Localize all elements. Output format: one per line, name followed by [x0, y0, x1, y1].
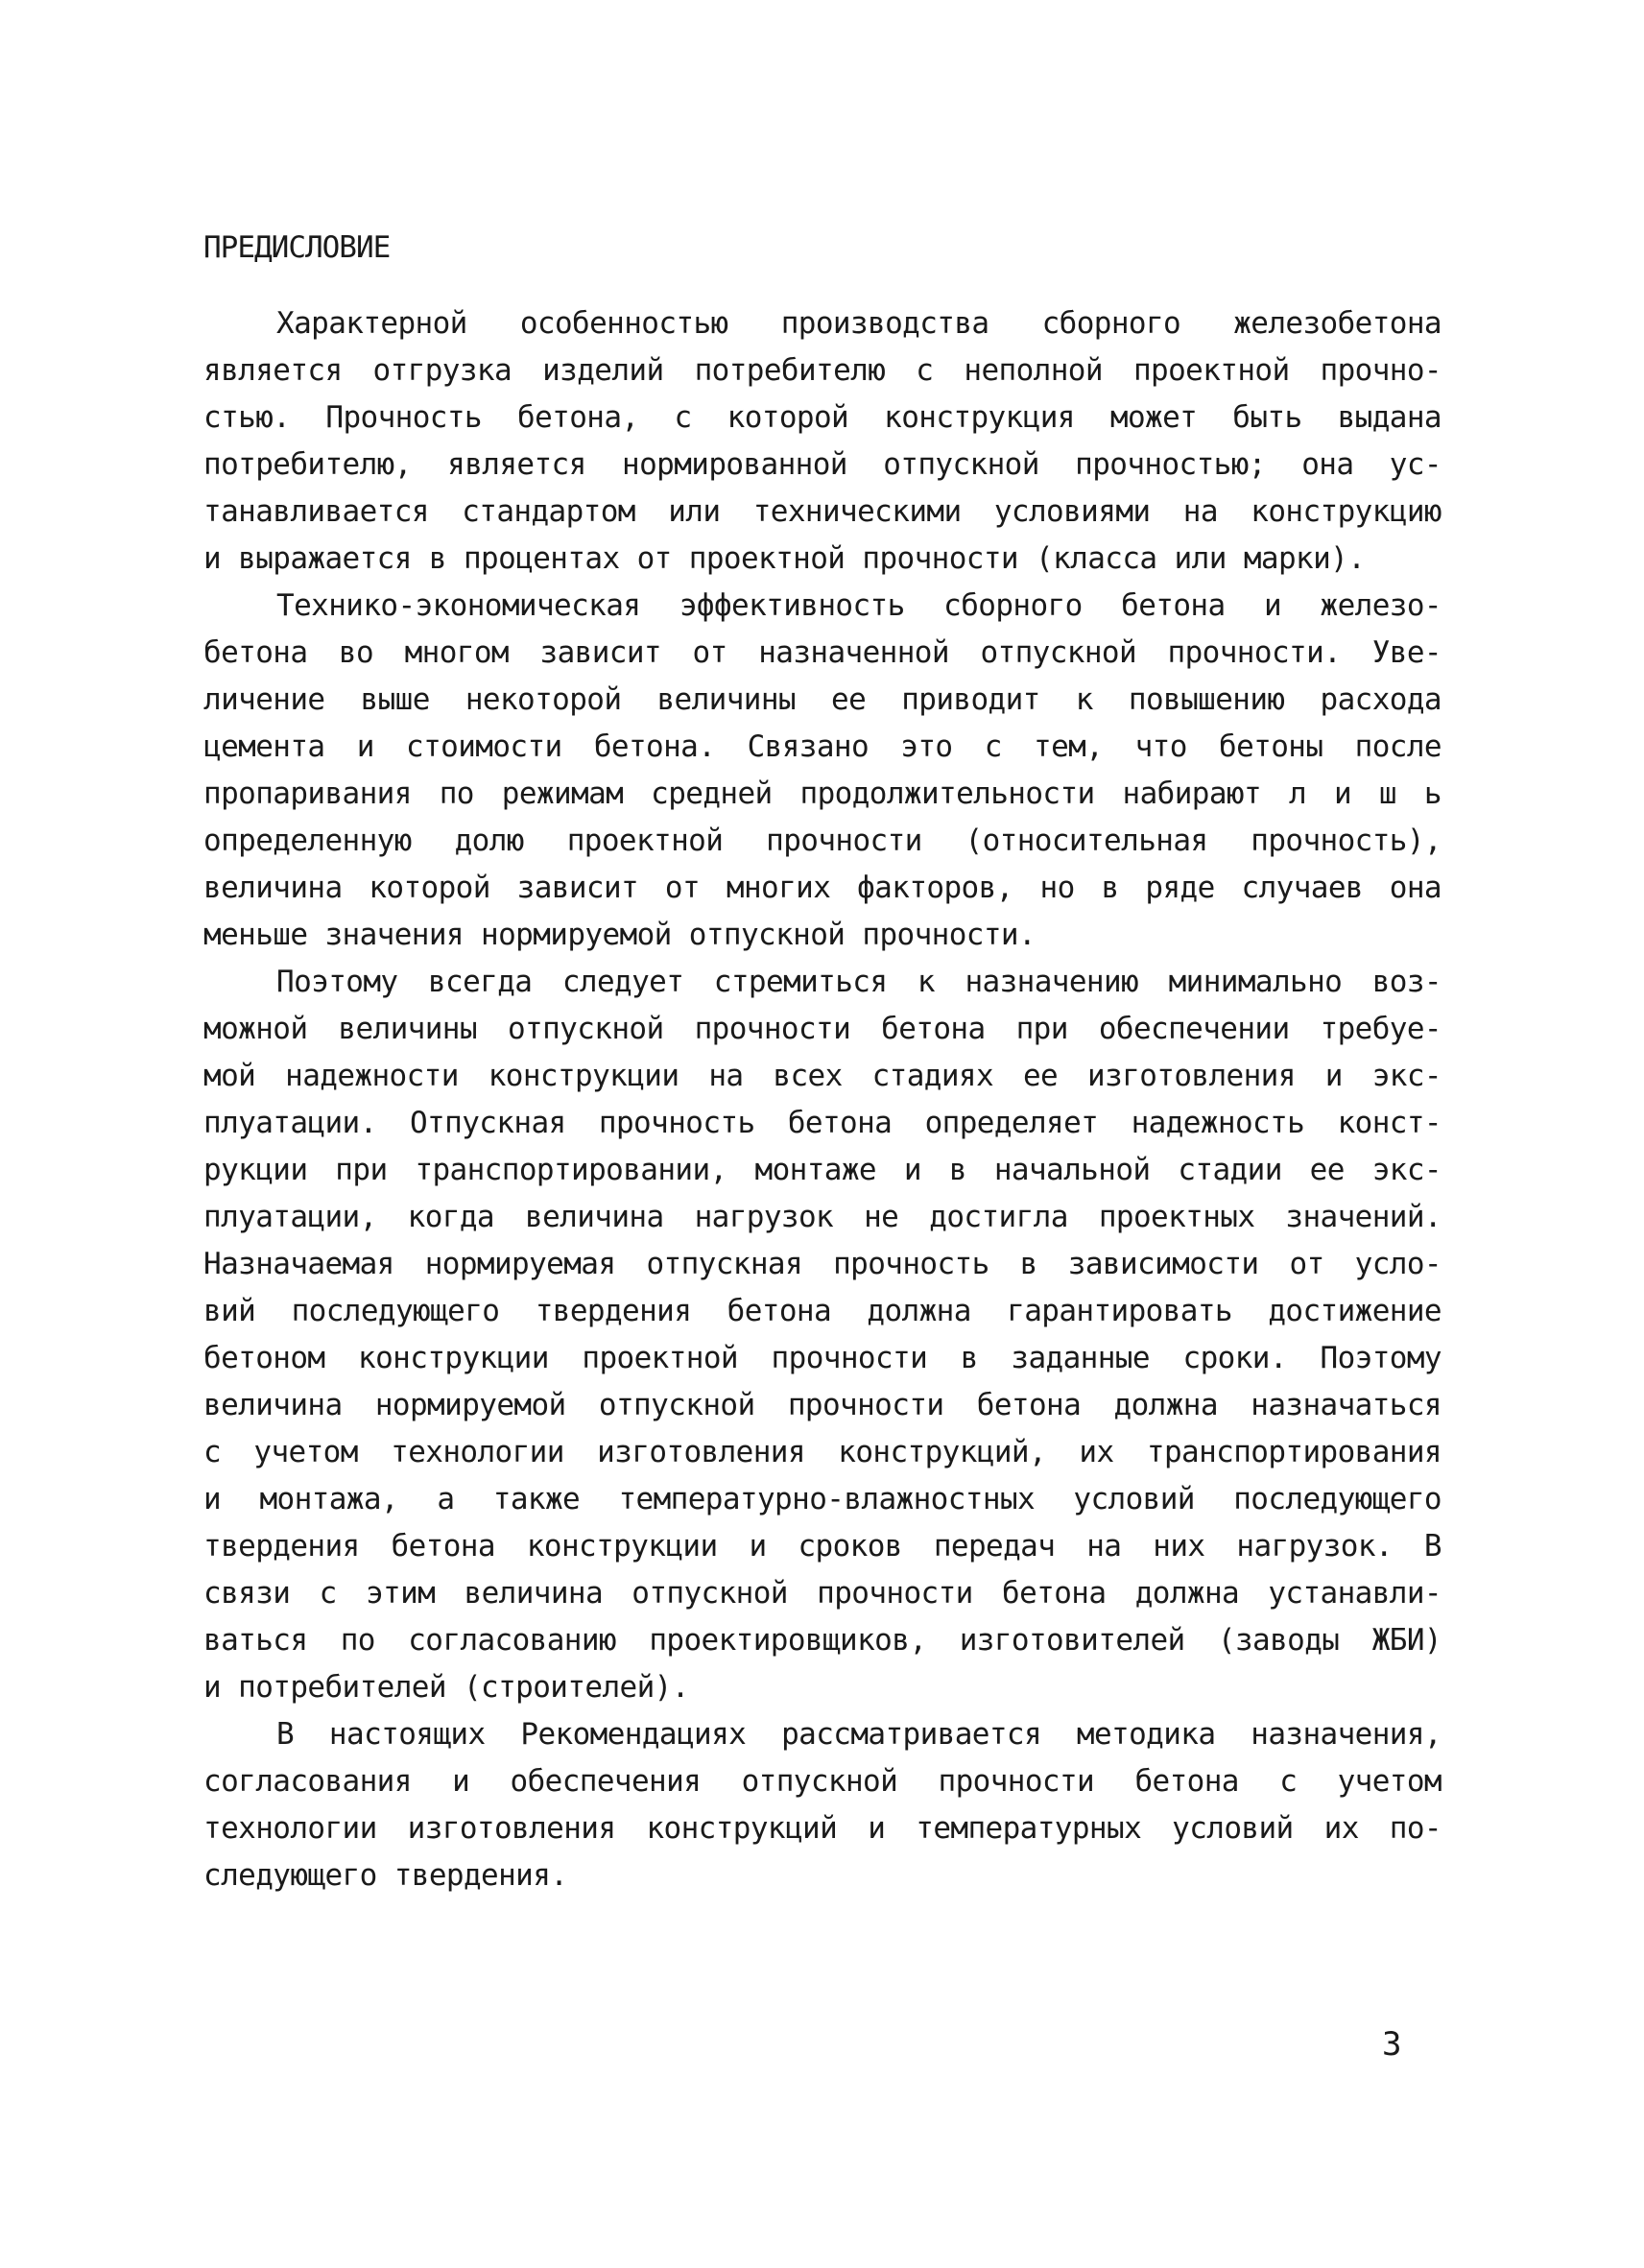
- text-line: Характерной особенностью производства сборного железобетона: [276, 306, 1441, 341]
- text-line: вий последующего твердения бетона должна гарантировать достижение: [203, 1294, 1441, 1328]
- text-line: пропаривания по режимам средней продолжительности набирают л и ш ь: [203, 776, 1441, 811]
- text-line: цемента и стоимости бетона. Связано это с тем, что бетоны после: [203, 729, 1441, 764]
- text-line: и монтажа, а также температурно-влажностных условий последующего: [203, 1482, 1441, 1516]
- text-line: ваться по согласованию проектировщиков, изготовителей (заводы ЖБИ): [203, 1623, 1441, 1658]
- text-line: определенную долю проектной прочности (относительная прочность),: [203, 824, 1441, 858]
- text-line: танавливается стандартом или техническими условиями на конструкцию: [203, 494, 1441, 529]
- paragraph: [203, 300, 1441, 583]
- text-line: технологии изготовления конструкций и температурных условий их по-: [203, 1811, 1441, 1846]
- text-line: стью. Прочность бетона, с которой конструкция может быть выдана: [203, 400, 1441, 435]
- text-line: меньше значения нормируемой отпускной прочности.: [203, 918, 1036, 952]
- text-line: плуатации. Отпускная прочность бетона определяет надежность конст-: [203, 1106, 1441, 1140]
- text-line: Назначаемая нормируемая отпускная прочность в зависимости от усло-: [203, 1247, 1441, 1281]
- text-line: согласования и обеспечения отпускной прочности бетона с учетом: [203, 1764, 1441, 1799]
- text-line: мой надежности конструкции на всех стадиях ее изготовления и экс-: [203, 1059, 1441, 1093]
- paragraph: [203, 959, 1441, 1711]
- text-line: следующего твердения.: [203, 1858, 568, 1893]
- text-line: твердения бетона конструкции и сроков передач на них нагрузок. В: [203, 1529, 1441, 1564]
- text-line: Технико-экономическая эффективность сборного бетона и железо-: [276, 588, 1441, 623]
- text-line: плуатации, когда величина нагрузок не достигла проектных значений.: [203, 1200, 1441, 1234]
- text-line: В настоящих Рекомендациях рассматривается методика назначения,: [276, 1717, 1441, 1752]
- text-line: связи с этим величина отпускной прочности бетона должна устанавли-: [203, 1576, 1441, 1611]
- text-line: Поэтому всегда следует стремиться к назначению минимально воз-: [276, 965, 1441, 999]
- text-line: величина нормируемой отпускной прочности бетона должна назначаться: [203, 1388, 1441, 1422]
- text-line: является отгрузка изделий потребителю с неполной проектной прочно-: [203, 353, 1441, 388]
- text-line: рукции при транспортировании, монтаже и в начальной стадии ее экс-: [203, 1153, 1441, 1187]
- paragraph: [203, 583, 1441, 959]
- text-line: и выражается в процентах от проектной прочности (класса или марки).: [203, 541, 1366, 576]
- body-text: [203, 300, 1441, 1899]
- text-line: с учетом технологии изготовления конструкций, их транспортирования: [203, 1435, 1441, 1469]
- text-line: и потребителей (строителей).: [203, 1670, 689, 1705]
- text-line: бетона во многом зависит от назначенной отпускной прочности. Уве-: [203, 635, 1441, 670]
- text-line: потребителю, является нормированной отпускной прочностью; она ус-: [203, 447, 1441, 482]
- text-line: личение выше некоторой величины ее приводит к повышению расхода: [203, 682, 1441, 717]
- text-line: можной величины отпускной прочности бетона при обеспечении требуе-: [203, 1012, 1441, 1046]
- page-number: 3: [1382, 2025, 1402, 2064]
- text-line: бетоном конструкции проектной прочности в заданные сроки. Поэтому: [203, 1341, 1441, 1375]
- text-line: величина которой зависит от многих факторов, но в ряде случаев она: [203, 871, 1441, 905]
- paragraph: [203, 1711, 1441, 1899]
- section-heading: ПРЕДИСЛОВИЕ: [203, 230, 391, 265]
